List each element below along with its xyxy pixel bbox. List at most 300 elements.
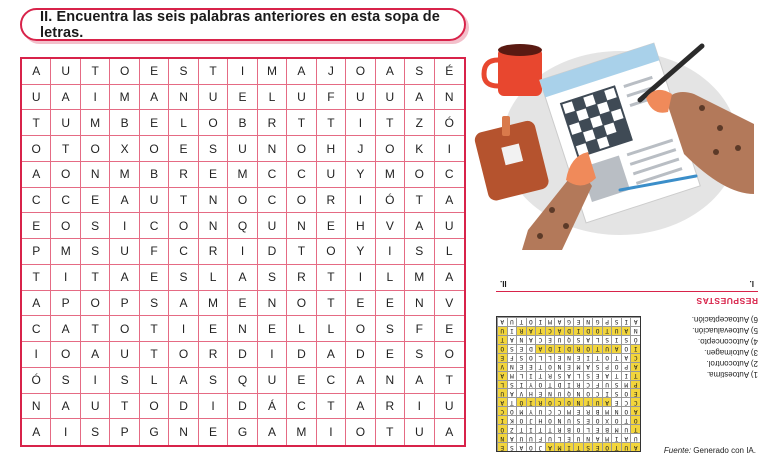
grid-cell: Y [346, 162, 375, 188]
answer-grid-cell: M [507, 371, 517, 380]
grid-cell: E [140, 265, 169, 291]
grid-cell: E [169, 136, 198, 162]
grid-cell: A [435, 188, 464, 214]
grid-cell: T [317, 110, 346, 136]
answer-grid-cell: T [535, 424, 545, 433]
grid-cell: E [376, 291, 405, 317]
answer-grid-cell: U [564, 415, 574, 424]
grid-cell: N [199, 213, 228, 239]
answer-grid-cell: D [554, 380, 564, 389]
grid-cell: M [287, 419, 316, 445]
answer-grid-cell: O [526, 353, 536, 362]
answer-grid-cell: I [564, 442, 574, 451]
grid-cell: T [140, 316, 169, 342]
grid-cell: S [81, 239, 110, 265]
grid-cell: I [435, 136, 464, 162]
grid-cell: T [81, 265, 110, 291]
grid-cell: O [110, 59, 139, 85]
answer-grid-cell: J [535, 442, 545, 451]
answer-grid-cell: O [583, 388, 593, 397]
grid-cell: N [22, 394, 51, 420]
answer-grid-cell: A [602, 371, 612, 380]
grid-cell: A [405, 368, 434, 394]
answer-grid-cell: A [535, 344, 545, 353]
grid-cell: M [258, 59, 287, 85]
answer-grid-cell: O [573, 424, 583, 433]
answer-grid-cell: U [545, 433, 555, 442]
grid-cell: X [110, 136, 139, 162]
grid-cell: E [81, 188, 110, 214]
answer-grid-cell: C [535, 335, 545, 344]
answer-grid-cell: T [611, 442, 621, 451]
answer-grid-cell: T [621, 415, 631, 424]
answer-grid-cell: C [621, 397, 631, 406]
grid-cell: T [317, 394, 346, 420]
answer-grid-cell: E [630, 388, 640, 397]
answer-grid-cell: N [573, 388, 583, 397]
grid-cell: A [258, 419, 287, 445]
answer-grid-cell: A [507, 433, 517, 442]
grid-cell: Ó [376, 188, 405, 214]
answer-grid-cell: M [564, 406, 574, 415]
grid-cell: R [199, 239, 228, 265]
grid-cell: N [169, 85, 198, 111]
grid-cell: C [258, 188, 287, 214]
answer-grid-cell: M [516, 406, 526, 415]
answer-grid-cell: I [535, 317, 545, 326]
answer-grid-cell: S [507, 442, 517, 451]
grid-cell: T [22, 110, 51, 136]
answer-grid-cell: E [573, 317, 583, 326]
answer-grid-cell: E [554, 353, 564, 362]
answer-grid-cell: A [564, 371, 574, 380]
answer-grid-cell: I [611, 335, 621, 344]
grid-cell: A [228, 265, 257, 291]
grid-cell: A [346, 394, 375, 420]
answer-grid-cell: O [602, 442, 612, 451]
grid-cell: A [169, 368, 198, 394]
grid-cell: R [199, 342, 228, 368]
grid-cell: I [346, 110, 375, 136]
answer-grid-cell: R [573, 380, 583, 389]
answer-grid-cell: O [583, 344, 593, 353]
grid-cell: A [110, 188, 139, 214]
grid-cell: U [258, 213, 287, 239]
grid-cell: R [258, 110, 287, 136]
answer-grid-cell: T [545, 380, 555, 389]
answer-grid-cell: I [630, 344, 640, 353]
answer-grid-cell: E [516, 362, 526, 371]
source-prefix: Fuente: [663, 446, 692, 455]
answer-grid-cell: S [621, 335, 631, 344]
answer-grid-cell: T [516, 424, 526, 433]
grid-cell: S [81, 419, 110, 445]
grid-cell: S [140, 291, 169, 317]
grid-cell: B [140, 162, 169, 188]
answer-grid-cell: A [583, 335, 593, 344]
answer-grid-cell: O [526, 317, 536, 326]
answer-grid-cell: R [554, 424, 564, 433]
answer-grid-cell: L [535, 353, 545, 362]
answer-grid-cell: D [545, 344, 555, 353]
grid-cell: C [22, 188, 51, 214]
answer-grid-cell: Q [564, 388, 574, 397]
answer-grid-cell: R [516, 326, 526, 335]
answer-grid-cell: S [516, 353, 526, 362]
answer-grid-cell: E [592, 442, 602, 451]
answer-grid-cell: U [554, 388, 564, 397]
answer-grid-cell: A [630, 442, 640, 451]
answer-grid-cell: T [611, 353, 621, 362]
answer-grid-cell: N [507, 362, 517, 371]
answer-grid-cell: N [516, 335, 526, 344]
grid-cell: U [435, 213, 464, 239]
answer-grid-cell: E [573, 353, 583, 362]
grid-cell: N [169, 419, 198, 445]
answer-grid-cell: A [630, 317, 640, 326]
answer-grid-cell: A [497, 317, 507, 326]
answer-grid-cell: Z [507, 424, 517, 433]
grid-cell: U [317, 162, 346, 188]
answer-item: 4) Autoconcepto. [697, 337, 758, 346]
grid-cell: T [376, 110, 405, 136]
answer-grid-cell: T [535, 326, 545, 335]
grid-cell: C [287, 162, 316, 188]
answers-heading: RESPUESTAS [696, 296, 758, 306]
answer-grid-cell: U [497, 326, 507, 335]
answer-grid-cell: R [535, 397, 545, 406]
grid-cell: O [22, 136, 51, 162]
grid-cell: J [317, 59, 346, 85]
grid-cell: O [199, 110, 228, 136]
grid-cell: U [110, 239, 139, 265]
grid-cell: U [435, 394, 464, 420]
answer-grid-cell: E [545, 335, 555, 344]
grid-cell: E [228, 85, 257, 111]
grid-cell: I [22, 342, 51, 368]
answer-grid-cell: A [602, 397, 612, 406]
grid-cell: T [51, 136, 80, 162]
grid-cell: T [317, 291, 346, 317]
activity-title-box [20, 8, 466, 41]
answer-grid-cell: E [497, 353, 507, 362]
grid-cell: M [110, 85, 139, 111]
grid-cell: U [81, 394, 110, 420]
answer-grid-cell: N [573, 397, 583, 406]
grid-cell: G [140, 419, 169, 445]
answer-grid-cell: G [564, 317, 574, 326]
answer-grid-cell: A [545, 442, 555, 451]
answer-grid-cell: U [516, 433, 526, 442]
answer-grid-cell: A [526, 326, 536, 335]
grid-cell: A [346, 368, 375, 394]
answer-grid-cell: A [611, 344, 621, 353]
grid-cell: D [258, 239, 287, 265]
answer-grid-cell: S [592, 362, 602, 371]
answer-grid-cell: A [516, 442, 526, 451]
answer-grid-cell: I [602, 388, 612, 397]
grid-cell: A [22, 59, 51, 85]
answer-grid-cell: R [583, 406, 593, 415]
answer-grid-cell: A [497, 371, 507, 380]
answer-grid-cell: N [564, 353, 574, 362]
answer-grid-cell: O [516, 415, 526, 424]
grid-cell: U [258, 368, 287, 394]
grid-cell: Ó [435, 110, 464, 136]
grid-cell: P [51, 291, 80, 317]
grid-cell: P [110, 419, 139, 445]
answer-grid-cell: D [526, 344, 536, 353]
grid-cell: T [317, 265, 346, 291]
grid-cell: L [140, 368, 169, 394]
answer-grid-cell: V [516, 388, 526, 397]
grid-cell: F [317, 85, 346, 111]
answer-grid-cell: E [564, 362, 574, 371]
answer-grid-cell: O [564, 397, 574, 406]
grid-cell: S [81, 213, 110, 239]
grid-cell: N [258, 136, 287, 162]
answer-grid-cell: C [554, 406, 564, 415]
grid-cell: T [110, 394, 139, 420]
answer-grid-cell: A [497, 397, 507, 406]
grid-cell: L [317, 316, 346, 342]
answer-grid-cell: N [554, 415, 564, 424]
answer-grid-cell: V [497, 362, 507, 371]
answer-grid-cell: I [526, 424, 536, 433]
grid-cell: O [346, 419, 375, 445]
grid-cell: T [376, 419, 405, 445]
answer-grid-cell: U [602, 344, 612, 353]
answer-grid-cell: O [621, 388, 631, 397]
answer-grid-cell: É [497, 442, 507, 451]
answer-grid-cell: O [602, 353, 612, 362]
answer-grid-cell: K [507, 415, 517, 424]
grid-cell: C [22, 316, 51, 342]
grid-cell: O [287, 136, 316, 162]
grid-cell: A [81, 342, 110, 368]
answer-grid-cell: A [592, 433, 602, 442]
answer-grid-cell: A [621, 326, 631, 335]
answers-list [648, 314, 758, 380]
grid-cell: N [199, 188, 228, 214]
grid-cell: A [169, 291, 198, 317]
answer-grid-cell: Á [554, 326, 564, 335]
grid-cell: P [110, 291, 139, 317]
answer-grid-cell: E [573, 406, 583, 415]
answer-grid-cell: I [621, 317, 631, 326]
answer-grid-cell: E [564, 433, 574, 442]
answer-grid-cell: A [621, 353, 631, 362]
answer-grid-cell: T [592, 353, 602, 362]
answer-grid-cell: T [535, 362, 545, 371]
answer-grid-cell: A [583, 362, 593, 371]
grid-cell: O [317, 239, 346, 265]
answer-grid-cell: I [573, 326, 583, 335]
answer-grid-cell: Q [564, 335, 574, 344]
answer-grid-cell: T [497, 335, 507, 344]
answer-grid-cell: A [554, 317, 564, 326]
answer-grid-cell: C [630, 397, 640, 406]
grid-cell: C [51, 188, 80, 214]
grid-cell: G [228, 419, 257, 445]
grid-cell: A [287, 59, 316, 85]
answer-grid-cell: A [630, 406, 640, 415]
grid-cell: O [346, 59, 375, 85]
answer-grid-cell: E [516, 344, 526, 353]
answer-grid-cell: M [573, 362, 583, 371]
answer-grid-cell: U [621, 442, 631, 451]
grid-cell: S [169, 265, 198, 291]
grid-cell: I [199, 394, 228, 420]
grid-cell: A [51, 316, 80, 342]
grid-cell: T [435, 368, 464, 394]
grid-cell: M [81, 110, 110, 136]
grid-cell: T [287, 110, 316, 136]
answer-grid-cell: D [564, 344, 574, 353]
grid-cell: I [228, 239, 257, 265]
answer-grid-cell: M [602, 433, 612, 442]
answer-grid-cell: N [630, 326, 640, 335]
answer-grid-cell: M [545, 317, 555, 326]
grid-cell: J [346, 136, 375, 162]
answer-grid-cell: T [630, 424, 640, 433]
answer-grid-cell: B [564, 424, 574, 433]
answer-grid-cell: U [611, 326, 621, 335]
answer-grid-cell: O [621, 406, 631, 415]
grid-cell: N [81, 162, 110, 188]
grid-cell: B [228, 110, 257, 136]
grid-cell: O [140, 136, 169, 162]
grid-cell: O [51, 162, 80, 188]
grid-cell: I [169, 316, 198, 342]
answers-label-i: I. [749, 279, 754, 288]
grid-cell: I [346, 188, 375, 214]
grid-cell: V [435, 291, 464, 317]
grid-cell: E [287, 368, 316, 394]
answer-grid-cell: E [526, 362, 536, 371]
grid-cell: A [405, 213, 434, 239]
grid-cell: E [346, 291, 375, 317]
grid-cell: U [51, 59, 80, 85]
grid-cell: U [110, 342, 139, 368]
answer-item: 1) Autoestima. [706, 370, 758, 379]
answer-grid-cell: T [630, 371, 640, 380]
grid-cell: N [376, 368, 405, 394]
grid-cell: R [287, 265, 316, 291]
answer-grid-cell: E [583, 415, 593, 424]
answer-grid-cell: C [630, 353, 640, 362]
grid-cell: D [287, 342, 316, 368]
answer-grid-cell: I [526, 397, 536, 406]
grid-cell: O [169, 213, 198, 239]
grid-cell: A [22, 419, 51, 445]
answer-grid-cell: R [573, 344, 583, 353]
grid-cell: V [376, 213, 405, 239]
answer-grid-cell: T [611, 371, 621, 380]
answer-grid-cell: L [583, 424, 593, 433]
answer-grid-cell: T [573, 442, 583, 451]
grid-cell: L [435, 239, 464, 265]
grid-cell: O [110, 316, 139, 342]
grid-cell: U [140, 188, 169, 214]
answer-grid-cell: G [592, 317, 602, 326]
grid-cell: M [51, 239, 80, 265]
answer-grid-cell: E [592, 371, 602, 380]
grid-cell: T [199, 59, 228, 85]
grid-cell: I [51, 265, 80, 291]
grid-cell: T [22, 265, 51, 291]
grid-cell: O [169, 342, 198, 368]
grid-cell: R [317, 188, 346, 214]
answer-grid-cell: U [621, 424, 631, 433]
answer-grid-cell: A [630, 362, 640, 371]
grid-cell: U [51, 110, 80, 136]
answer-grid-cell: D [564, 326, 574, 335]
answer-grid-cell: E [592, 424, 602, 433]
grid-cell: D [228, 342, 257, 368]
grid-cell: S [169, 59, 198, 85]
coffee-mug-icon [484, 44, 542, 96]
grid-cell: Q [228, 368, 257, 394]
grid-cell: O [346, 316, 375, 342]
answer-grid-cell: O [592, 326, 602, 335]
grid-cell: S [199, 368, 228, 394]
answer-grid-cell: T [592, 344, 602, 353]
grid-cell: Z [405, 110, 434, 136]
grid-cell: A [51, 85, 80, 111]
answer-grid-cell: O [497, 344, 507, 353]
grid-cell: M [228, 162, 257, 188]
answer-grid-cell: T [602, 326, 612, 335]
grid-cell: S [199, 136, 228, 162]
answer-grid-cell: U [535, 406, 545, 415]
grid-cell: C [317, 368, 346, 394]
answer-grid-cell: S [611, 380, 621, 389]
grid-cell: D [228, 394, 257, 420]
grid-cell: B [110, 110, 139, 136]
answer-grid-cell: O [535, 380, 545, 389]
grid-cell: E [228, 291, 257, 317]
answer-grid-cell: B [592, 406, 602, 415]
answer-grid-cell: O [545, 415, 555, 424]
answer-grid-cell: A [507, 388, 517, 397]
answer-grid-cell: N [545, 388, 555, 397]
grid-cell: I [376, 239, 405, 265]
grid-cell: N [435, 85, 464, 111]
grid-cell: I [110, 213, 139, 239]
grid-cell: O [81, 136, 110, 162]
grid-cell: P [22, 239, 51, 265]
grid-cell: U [376, 85, 405, 111]
grid-cell: E [376, 342, 405, 368]
answer-grid-cell: H [526, 388, 536, 397]
grid-cell: S [51, 368, 80, 394]
answer-grid-cell: P [602, 317, 612, 326]
answer-grid-cell: P [621, 362, 631, 371]
answer-grid-cell: P [602, 362, 612, 371]
grid-cell: A [405, 85, 434, 111]
answer-grid-cell: L [592, 335, 602, 344]
answer-grid-cell: F [535, 433, 545, 442]
answer-item: 5) Autoevaluación. [692, 326, 758, 335]
grid-cell: O [435, 342, 464, 368]
grid-cell: A [140, 85, 169, 111]
answer-grid-cell: Y [526, 380, 536, 389]
answers-label-ii: II. [500, 279, 507, 288]
grid-cell: E [258, 316, 287, 342]
answer-grid-cell: I [611, 433, 621, 442]
answer-grid-cell: O [526, 442, 536, 451]
